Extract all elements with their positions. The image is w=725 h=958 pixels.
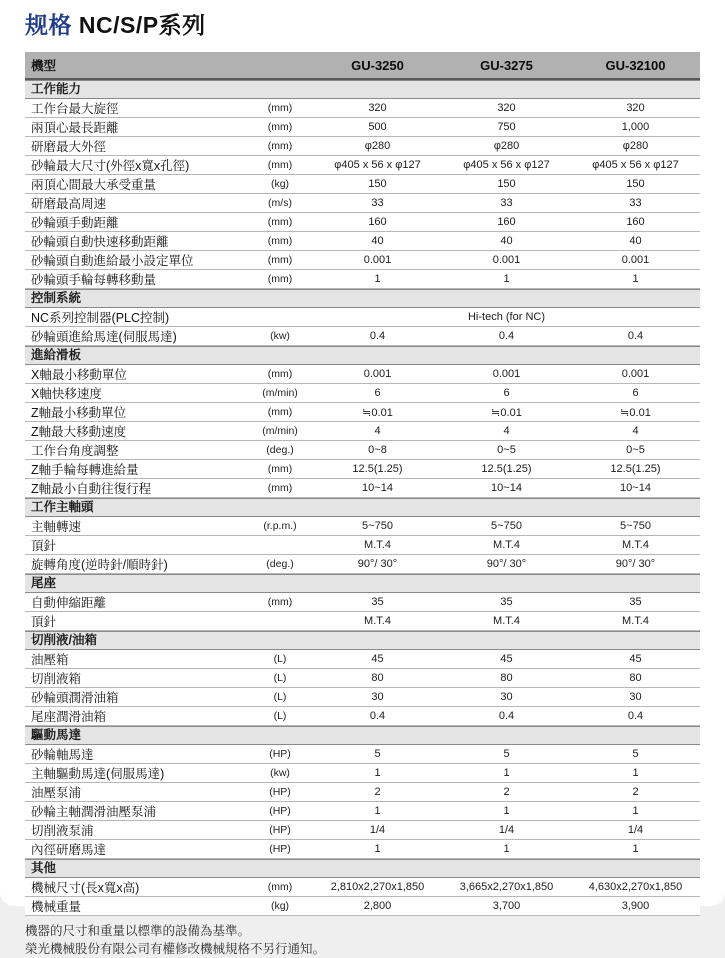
spec-label: NC系列控制器(PLC控制) bbox=[31, 311, 170, 325]
spec-label: 油壓泵浦 bbox=[31, 786, 82, 800]
spec-unit: (L) bbox=[273, 710, 287, 722]
spec-unit: (deg.) bbox=[266, 558, 294, 570]
spec-value: φ405 x 56 x φ127 bbox=[463, 159, 550, 171]
table-header-row bbox=[25, 52, 700, 80]
spec-row bbox=[25, 764, 700, 783]
spec-label: Z軸手輪每轉進給量 bbox=[31, 463, 139, 477]
spec-value: 80 bbox=[500, 672, 513, 684]
spec-row bbox=[25, 403, 700, 422]
spec-value: 0.001 bbox=[621, 254, 650, 266]
spec-value: 12.5(1.25) bbox=[481, 463, 532, 475]
spec-unit: (mm) bbox=[267, 482, 293, 494]
spec-value: 33 bbox=[629, 197, 642, 209]
spec-value: 1,000 bbox=[621, 121, 650, 133]
spec-value: 40 bbox=[500, 235, 513, 247]
spec-row bbox=[25, 536, 700, 555]
spec-label: 內徑研磨馬達 bbox=[31, 843, 107, 857]
spec-unit: (L) bbox=[273, 691, 287, 703]
spec-value: 3,900 bbox=[621, 900, 650, 912]
spec-value: φ280 bbox=[622, 140, 649, 152]
spec-value: 12.5(1.25) bbox=[352, 463, 403, 475]
spec-value: 33 bbox=[371, 197, 384, 209]
spec-value: 4 bbox=[503, 425, 510, 437]
spec-value: φ280 bbox=[493, 140, 520, 152]
spec-value: 6 bbox=[503, 387, 510, 399]
spec-value: φ405 x 56 x φ127 bbox=[334, 159, 421, 171]
spec-row bbox=[25, 897, 700, 916]
spec-value: 0.001 bbox=[492, 368, 521, 380]
spec-value: M.T.4 bbox=[622, 615, 649, 627]
spec-label: 砂輪頭潤滑油箱 bbox=[31, 691, 119, 705]
spec-value: 1/4 bbox=[369, 824, 386, 836]
section-header: 其他 bbox=[25, 859, 700, 878]
spec-label: 切削液泵浦 bbox=[31, 824, 94, 838]
spec-unit: (L) bbox=[273, 653, 287, 665]
spec-value: 0.001 bbox=[363, 254, 392, 266]
spec-unit: (mm) bbox=[267, 235, 293, 247]
spec-value: 0~5 bbox=[626, 444, 645, 456]
section-header: 尾座 bbox=[25, 574, 700, 593]
spec-row bbox=[25, 745, 700, 764]
spec-row bbox=[25, 878, 700, 897]
spec-value: 10~14 bbox=[620, 482, 651, 494]
spec-unit: (mm) bbox=[267, 273, 293, 285]
spec-label: 頂針 bbox=[31, 539, 57, 553]
spec-unit: (m/min) bbox=[262, 425, 298, 437]
spec-row bbox=[25, 175, 700, 194]
spec-value: 1/4 bbox=[498, 824, 515, 836]
spec-row bbox=[25, 802, 700, 821]
spec-value: φ405 x 56 x φ127 bbox=[592, 159, 679, 171]
spec-value: M.T.4 bbox=[493, 539, 520, 551]
spec-value: 1 bbox=[374, 767, 381, 779]
spec-label: 油壓箱 bbox=[31, 653, 69, 667]
spec-row bbox=[25, 422, 700, 441]
spec-label: 研磨最大外徑 bbox=[31, 140, 107, 154]
spec-label: X軸最小移動單位 bbox=[31, 368, 127, 382]
spec-value: 3,665x2,270x1,850 bbox=[459, 881, 554, 893]
spec-label: Z軸最小移動單位 bbox=[31, 406, 127, 420]
spec-unit: (mm) bbox=[267, 881, 293, 893]
spec-unit: (HP) bbox=[269, 824, 291, 836]
spec-value: 1 bbox=[632, 805, 639, 817]
spec-value: 80 bbox=[629, 672, 642, 684]
spec-value: ≒0.01 bbox=[491, 406, 522, 419]
spec-label: 砂輪軸馬達 bbox=[31, 748, 94, 762]
spec-row bbox=[25, 688, 700, 707]
spec-value: 1 bbox=[632, 273, 639, 285]
spec-unit: (deg.) bbox=[266, 444, 294, 456]
spec-label: 尾座潤滑油箱 bbox=[31, 710, 107, 724]
spec-value: 750 bbox=[497, 121, 516, 133]
page-title-rest: NC/S/P系列 bbox=[72, 12, 206, 38]
spec-value: 150 bbox=[626, 178, 645, 190]
spec-value: 1 bbox=[632, 843, 639, 855]
spec-value: 2 bbox=[632, 786, 639, 798]
spec-row bbox=[25, 365, 700, 384]
spec-value: ≒0.01 bbox=[620, 406, 651, 419]
spec-value: 1 bbox=[503, 767, 510, 779]
spec-row bbox=[25, 137, 700, 156]
spec-label: 砂輪頭自動進給最小設定單位 bbox=[31, 254, 194, 268]
spec-unit: (kg) bbox=[270, 900, 290, 912]
spec-row bbox=[25, 99, 700, 118]
spec-value: 6 bbox=[632, 387, 639, 399]
spec-unit: (kg) bbox=[270, 178, 290, 190]
spec-value: 35 bbox=[629, 596, 642, 608]
spec-unit: (mm) bbox=[267, 463, 293, 475]
spec-value: 320 bbox=[497, 102, 516, 114]
spec-value: 2,810x2,270x1,850 bbox=[330, 881, 425, 893]
spec-unit: (kw) bbox=[270, 767, 290, 779]
spec-unit: (mm) bbox=[267, 254, 293, 266]
spec-label: 工作台角度調整 bbox=[31, 444, 119, 458]
spec-value: 0.001 bbox=[363, 368, 392, 380]
spec-table bbox=[25, 52, 700, 916]
spec-value: 0~8 bbox=[368, 444, 387, 456]
spec-value: 40 bbox=[629, 235, 642, 247]
spec-unit: (mm) bbox=[267, 216, 293, 228]
spec-row bbox=[25, 821, 700, 840]
footnote-rights: 榮光機械股份有限公司有權修改機械規格不另行通知。 bbox=[25, 942, 326, 956]
spec-value: 90°/ 30° bbox=[615, 558, 656, 570]
spec-value-span: Hi-tech (for NC) bbox=[467, 311, 545, 323]
spec-unit: (HP) bbox=[269, 748, 291, 760]
spec-label: X軸快移速度 bbox=[31, 387, 102, 401]
section-header: 工作主軸頭 bbox=[25, 498, 700, 517]
spec-value: φ280 bbox=[364, 140, 391, 152]
spec-row bbox=[25, 232, 700, 251]
section-header: 進給滑板 bbox=[25, 346, 700, 365]
spec-row bbox=[25, 555, 700, 574]
spec-value: 5 bbox=[503, 748, 510, 760]
spec-row bbox=[25, 441, 700, 460]
spec-value: M.T.4 bbox=[364, 615, 391, 627]
spec-row bbox=[25, 517, 700, 536]
spec-unit: (mm) bbox=[267, 102, 293, 114]
spec-value: 35 bbox=[500, 596, 513, 608]
spec-value: 320 bbox=[626, 102, 645, 114]
spec-label: 機械尺寸(長x寬x高) bbox=[31, 881, 140, 895]
spec-unit: (m/s) bbox=[268, 197, 292, 209]
spec-row bbox=[25, 612, 700, 631]
spec-row bbox=[25, 156, 700, 175]
spec-unit: (r.p.m.) bbox=[263, 520, 297, 532]
spec-label: 研磨最高周速 bbox=[31, 197, 107, 211]
spec-row bbox=[25, 384, 700, 403]
spec-label: 主軸驅動馬達(伺服馬達) bbox=[31, 767, 165, 781]
spec-value: 10~14 bbox=[362, 482, 393, 494]
header-model-gu3275: GU-3275 bbox=[480, 57, 533, 73]
spec-unit: (HP) bbox=[269, 805, 291, 817]
spec-row bbox=[25, 251, 700, 270]
spec-value: 5 bbox=[632, 748, 639, 760]
spec-label: 切削液箱 bbox=[31, 672, 82, 686]
header-model-gu32100: GU-32100 bbox=[605, 57, 666, 73]
spec-value: M.T.4 bbox=[364, 539, 391, 551]
spec-value: 12.5(1.25) bbox=[610, 463, 661, 475]
spec-value: 160 bbox=[497, 216, 516, 228]
spec-unit: (mm) bbox=[267, 596, 293, 608]
spec-value: 6 bbox=[374, 387, 381, 399]
header-model-column-label: 機型 bbox=[31, 59, 57, 73]
spec-value: 0.4 bbox=[627, 710, 644, 722]
spec-unit: (mm) bbox=[267, 140, 293, 152]
spec-unit: (HP) bbox=[269, 786, 291, 798]
spec-value: 160 bbox=[626, 216, 645, 228]
spec-label: 砂輪頭自動快速移動距離 bbox=[31, 235, 169, 249]
spec-label: 兩頂心最長距離 bbox=[31, 121, 119, 135]
spec-value: 30 bbox=[500, 691, 513, 703]
spec-value: 5~750 bbox=[620, 520, 651, 532]
spec-label: 兩頂心間最大承受重量 bbox=[31, 178, 157, 192]
spec-value: 2 bbox=[374, 786, 381, 798]
spec-value: ≒0.01 bbox=[362, 406, 393, 419]
page-title-accent: 规格 bbox=[25, 12, 72, 38]
spec-value: 1 bbox=[503, 273, 510, 285]
spec-value: 5~750 bbox=[491, 520, 522, 532]
spec-row bbox=[25, 327, 700, 346]
footnotes bbox=[25, 923, 700, 958]
spec-value: 40 bbox=[371, 235, 384, 247]
footnote-basis: 機器的尺寸和重量以標準的設備為基準。 bbox=[25, 924, 251, 938]
spec-value: 0.4 bbox=[369, 330, 386, 342]
spec-value: 30 bbox=[371, 691, 384, 703]
spec-value: 150 bbox=[497, 178, 516, 190]
spec-value: 45 bbox=[629, 653, 642, 665]
spec-label: Z軸最大移動速度 bbox=[31, 425, 127, 439]
spec-row bbox=[25, 308, 700, 327]
spec-value: 5~750 bbox=[362, 520, 393, 532]
spec-label: Z軸最小自動往復行程 bbox=[31, 482, 152, 496]
spec-value: 1/4 bbox=[627, 824, 644, 836]
spec-value: 0.4 bbox=[369, 710, 386, 722]
spec-label: 旋轉角度(逆時針/順時針) bbox=[31, 558, 168, 572]
spec-unit: (mm) bbox=[267, 406, 293, 418]
spec-value: 0.4 bbox=[498, 710, 515, 722]
spec-row bbox=[25, 783, 700, 802]
spec-row bbox=[25, 479, 700, 498]
spec-row bbox=[25, 194, 700, 213]
spec-row bbox=[25, 270, 700, 289]
spec-row bbox=[25, 669, 700, 688]
spec-unit: (kw) bbox=[270, 330, 290, 342]
spec-value: 0.4 bbox=[498, 330, 515, 342]
spec-value: 500 bbox=[368, 121, 387, 133]
section-header: 工作能力 bbox=[25, 80, 700, 99]
spec-value: 160 bbox=[368, 216, 387, 228]
spec-unit: (mm) bbox=[267, 121, 293, 133]
spec-label: 砂輪頭進給馬達(伺服馬達) bbox=[31, 330, 177, 344]
spec-unit: (mm) bbox=[267, 368, 293, 380]
spec-label: 砂輪頭手輪每轉移動量 bbox=[31, 273, 157, 287]
spec-value: 90°/ 30° bbox=[486, 558, 527, 570]
spec-value: 1 bbox=[503, 843, 510, 855]
spec-label: 自動伸縮距離 bbox=[31, 596, 107, 610]
spec-value: 0.001 bbox=[492, 254, 521, 266]
spec-row bbox=[25, 840, 700, 859]
spec-value: 0.001 bbox=[621, 368, 650, 380]
spec-value: 30 bbox=[629, 691, 642, 703]
spec-value: M.T.4 bbox=[493, 615, 520, 627]
spec-value: 1 bbox=[374, 805, 381, 817]
spec-value: 1 bbox=[374, 843, 381, 855]
spec-unit: (m/min) bbox=[262, 387, 298, 399]
spec-value: 150 bbox=[368, 178, 387, 190]
spec-value: 1 bbox=[632, 767, 639, 779]
spec-label: 砂輪頭手動距離 bbox=[31, 216, 119, 230]
spec-value: M.T.4 bbox=[622, 539, 649, 551]
spec-unit: (HP) bbox=[269, 843, 291, 855]
spec-value: 0~5 bbox=[497, 444, 516, 456]
spec-value: 45 bbox=[371, 653, 384, 665]
page-title bbox=[25, 10, 700, 40]
spec-label: 工作台最大旋徑 bbox=[31, 102, 119, 116]
spec-value: 320 bbox=[368, 102, 387, 114]
section-header: 切削液/油箱 bbox=[25, 631, 700, 650]
spec-row bbox=[25, 460, 700, 479]
table-body bbox=[25, 80, 700, 916]
spec-value: 3,700 bbox=[492, 900, 521, 912]
spec-label: 頂針 bbox=[31, 615, 57, 629]
spec-unit: (mm) bbox=[267, 159, 293, 171]
spec-value: 2,800 bbox=[363, 900, 392, 912]
spec-value: 1 bbox=[503, 805, 510, 817]
spec-label: 砂輪主軸潤滑油壓泵浦 bbox=[31, 805, 157, 819]
spec-value: 4 bbox=[374, 425, 381, 437]
spec-value: 33 bbox=[500, 197, 513, 209]
spec-row bbox=[25, 707, 700, 726]
section-header: 驅動馬達 bbox=[25, 726, 700, 745]
spec-value: 4 bbox=[632, 425, 639, 437]
spec-value: 45 bbox=[500, 653, 513, 665]
spec-label: 砂輪最大尺寸(外徑x寬x孔徑) bbox=[31, 159, 190, 173]
spec-value: 0.4 bbox=[627, 330, 644, 342]
spec-value: 2 bbox=[503, 786, 510, 798]
spec-label: 機械重量 bbox=[31, 900, 82, 914]
spec-value: 90°/ 30° bbox=[357, 558, 398, 570]
spec-value: 35 bbox=[371, 596, 384, 608]
spec-unit: (L) bbox=[273, 672, 287, 684]
spec-row bbox=[25, 593, 700, 612]
spec-value: 80 bbox=[371, 672, 384, 684]
spec-value: 5 bbox=[374, 748, 381, 760]
spec-value: 4,630x2,270x1,850 bbox=[588, 881, 683, 893]
section-header: 控制系統 bbox=[25, 289, 700, 308]
header-model-gu3250: GU-3250 bbox=[351, 57, 404, 73]
spec-row bbox=[25, 213, 700, 232]
spec-value: 10~14 bbox=[491, 482, 522, 494]
spec-row bbox=[25, 118, 700, 137]
spec-label: 主軸轉速 bbox=[31, 520, 82, 534]
spec-value: 1 bbox=[374, 273, 381, 285]
spec-row bbox=[25, 650, 700, 669]
